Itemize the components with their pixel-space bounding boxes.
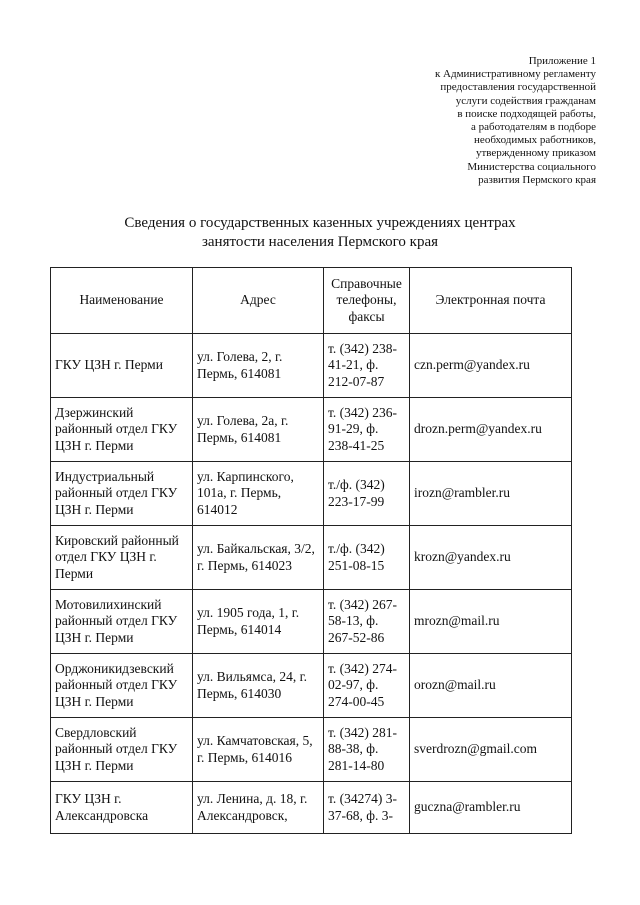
cell-email: czn.perm@yandex.ru	[410, 334, 572, 398]
cell-phones: т./ф. (342) 251-08-15	[324, 526, 410, 590]
table-row	[51, 526, 572, 590]
cell-phones: т. (34274) 3-37-68, ф. 3-	[324, 782, 410, 834]
title-line-1: Сведения о государственных казенных учреждениях центрах	[124, 215, 516, 231]
document-title	[0, 214, 640, 252]
cell-name: Орджоникидзевский районный отдел ГКУ ЦЗН г. Перми	[51, 654, 193, 718]
cell-address: ул. Голева, 2а, г. Пермь, 614081	[193, 398, 324, 462]
cell-address: ул. Камчатовская, 5, г. Пермь, 614016	[193, 718, 324, 782]
cell-address: ул. Ленина, д. 18, г. Александровск,	[193, 782, 324, 834]
appendix-line: а работодателям в подборе	[470, 121, 596, 134]
cell-email: irozn@rambler.ru	[410, 462, 572, 526]
cell-name: ГКУ ЦЗН г. Перми	[51, 334, 193, 398]
table-row	[51, 590, 572, 654]
appendix-line: Приложение 1	[528, 55, 596, 67]
cell-email: mrozn@mail.ru	[410, 590, 572, 654]
header-email: Электронная почта	[410, 268, 572, 334]
appendix-line: развития Пермского края	[478, 173, 596, 186]
appendix-line: в поиске подходящей работы,	[457, 107, 596, 120]
appendix-note	[336, 55, 596, 187]
cell-address: ул. Карпинского, 101а, г. Пермь, 614012	[193, 462, 324, 526]
table-row	[51, 782, 572, 834]
employment-centers-table	[50, 267, 572, 834]
table-row	[51, 654, 572, 718]
cell-phones: т./ф. (342) 223-17-99	[324, 462, 410, 526]
header-address: Адрес	[193, 268, 324, 334]
title-line-2: занятости населения Пермского края	[201, 234, 439, 250]
header-name: Наименование	[51, 268, 193, 334]
cell-email: orozn@mail.ru	[410, 654, 572, 718]
cell-phones: т. (342) 236-91-29, ф. 238-41-25	[324, 398, 410, 462]
cell-address: ул. Голева, 2, г. Пермь, 614081	[193, 334, 324, 398]
cell-name: Индустриальный районный отдел ГКУ ЦЗН г. Перми	[51, 462, 193, 526]
cell-phones: т. (342) 281-88-38, ф. 281-14-80	[324, 718, 410, 782]
cell-phones: т. (342) 238-41-21, ф. 212-07-87	[324, 334, 410, 398]
cell-phones: т. (342) 274-02-97, ф. 274-00-45	[324, 654, 410, 718]
cell-name: Мотовилихинский районный отдел ГКУ ЦЗН г. Перми	[51, 590, 193, 654]
table-row	[51, 718, 572, 782]
appendix-line: к Административному регламенту	[434, 68, 596, 81]
table-row	[51, 462, 572, 526]
cell-name: Дзержинский районный отдел ГКУ ЦЗН г. Перми	[51, 398, 193, 462]
cell-name: Свердловский районный отдел ГКУ ЦЗН г. Перми	[51, 718, 193, 782]
cell-name: Кировский районный отдел ГКУ ЦЗН г. Перми	[51, 526, 193, 590]
appendix-line: услуги содействия гражданам	[455, 94, 596, 107]
appendix-line: Министерства социального	[467, 160, 596, 173]
cell-email: krozn@yandex.ru	[410, 526, 572, 590]
cell-email: drozn.perm@yandex.ru	[410, 398, 572, 462]
table-row	[51, 334, 572, 398]
cell-email: sverdrozn@gmail.com	[410, 718, 572, 782]
cell-address: ул. 1905 года, 1, г. Пермь, 614014	[193, 590, 324, 654]
table-header-row	[51, 268, 572, 334]
cell-name: ГКУ ЦЗН г. Александровска	[51, 782, 193, 834]
appendix-line: предоставления государственной	[440, 81, 596, 94]
cell-address: ул. Байкальская, 3/2, г. Пермь, 614023	[193, 526, 324, 590]
header-phones: Справочные телефоны, факсы	[324, 268, 410, 334]
appendix-line: необходимых работников,	[474, 134, 596, 147]
table-row	[51, 398, 572, 462]
cell-address: ул. Вильямса, 24, г. Пермь, 614030	[193, 654, 324, 718]
cell-phones: т. (342) 267-58-13, ф. 267-52-86	[324, 590, 410, 654]
cell-email: guczna@rambler.ru	[410, 782, 572, 834]
appendix-line: утвержденному приказом	[475, 147, 596, 160]
